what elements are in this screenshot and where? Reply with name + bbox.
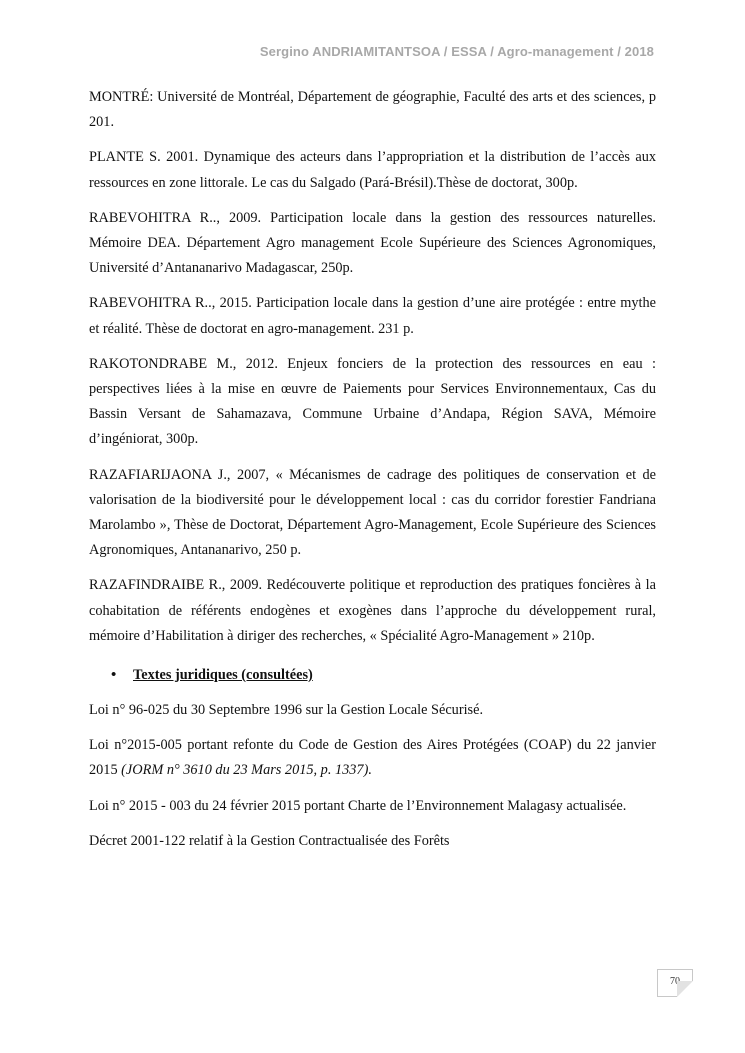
reference-entry: MONTRÉ: Université de Montréal, Département de géographie, Faculté des arts et des sciences, p 201. — [89, 89, 656, 131]
legal-text-entry: Décret 2001-122 relatif à la Gestion Contractualisée des Forêts — [89, 832, 450, 849]
bullet-icon: • — [111, 667, 117, 684]
reference-entry: RAZAFINDRAIBE R., 2009. Redécouverte politique et reproduction des pratiques foncières à la cohabitation de référents endogènes et exogènes dans l’approche du développement rural, mémoire d’Habilitation à diriger des recherches, « Spécialité Agro-Management » 210p. — [89, 577, 656, 644]
section-heading-legal-texts — [89, 663, 656, 688]
page-curl-icon — [677, 981, 693, 997]
reference-entry: RABEVOHITRA R.., 2015. Participation locale dans la gestion d’une aire protégée : entre mythe et réalité. Thèse de doctorat en agro-management. 231 p. — [89, 295, 656, 337]
reference-entry: RABEVOHITRA R.., 2009. Participation locale dans la gestion des ressources naturelles. Mémoire DEA. Département Agro management Ecole Supérieure des Sciences Agronomiques, Université d’Antananarivo Madagascar, 250p. — [89, 209, 656, 277]
page-number: 70 — [670, 976, 680, 987]
document-body — [89, 85, 656, 864]
page-number-box — [657, 969, 693, 997]
section-title: Textes juridiques (consultées) — [133, 667, 313, 684]
reference-entry: RAZAFIARIJAONA J., 2007, « Mécanismes de cadrage des politiques de conservation et de valorisation de la biodiversité pour le développement local : cas du corridor forestier Fandriana Marolambo », Thèse de Doctorat, Département Agro-Management, Ecole Supérieure des Sciences Agronomiques, Antananarivo, 250 p. — [89, 466, 656, 559]
legal-text-entry: Loi n° 2015 - 003 du 24 février 2015 portant Charte de l’Environnement Malagasy actualisée. — [89, 797, 627, 814]
legal-text-main: Loi n°2015-005 portant refonte du Code de Gestion des Aires Protégées (COAP) du 22 janvier 2015 — [89, 737, 656, 779]
reference-entry: PLANTE S. 2001. Dynamique des acteurs dans l’appropriation et la distribution de l’accès aux ressources en zone littorale. Le cas du Salgado (Pará-Brésil).Thèse de doctorat, 300p. — [89, 149, 656, 191]
journal-reference: (JORM n° 3610 du 23 Mars 2015, p. 1337). — [121, 762, 372, 779]
legal-text-entry — [89, 733, 656, 783]
running-header: Sergino ANDRIAMITANTSOA / ESSA / Agro-management / 2018 — [259, 44, 654, 59]
legal-text-entry: Loi n° 96-025 du 30 Septembre 1996 sur la Gestion Locale Sécurisé. — [89, 702, 484, 719]
reference-entry: RAKOTONDRABE M., 2012. Enjeux fonciers de la protection des ressources en eau : perspectives liées à la mise en œuvre de Paiements pour Services Environnementaux, Cas du Bassin Versant de Sahamazava, Commune Urbaine d’Andapa, Région SAVA, Mémoire d’ingéniorat, 300p. — [89, 355, 656, 448]
